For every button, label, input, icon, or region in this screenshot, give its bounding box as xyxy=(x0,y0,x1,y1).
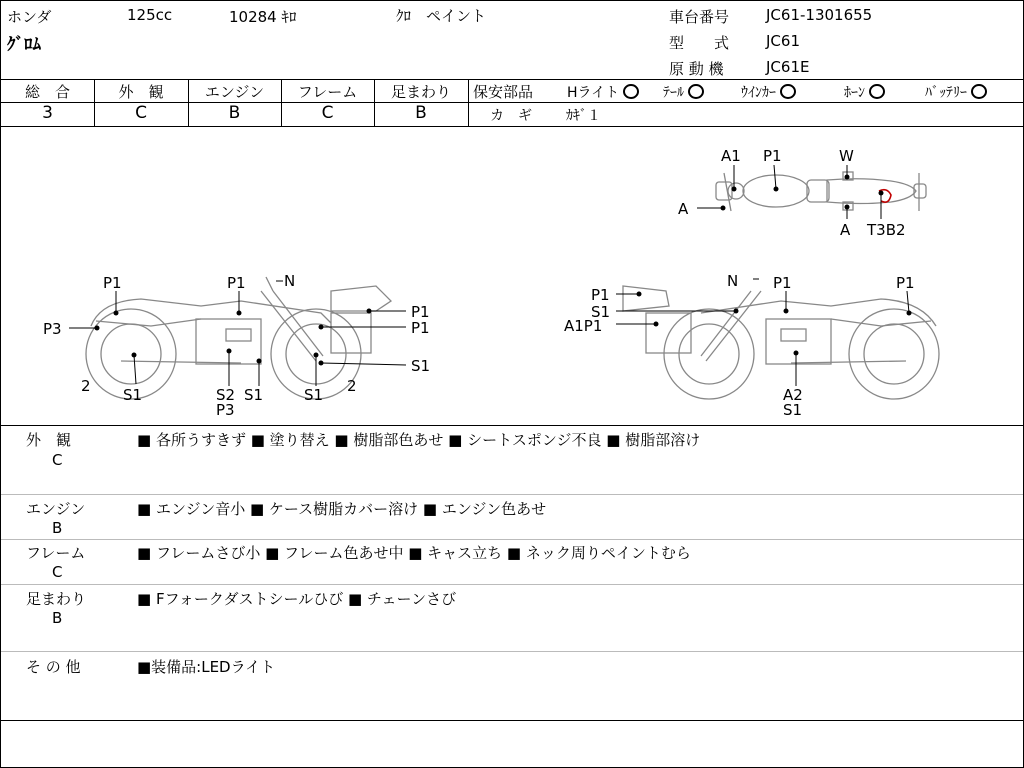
displacement: 125cc xyxy=(127,6,173,24)
frame-grade: C xyxy=(321,103,334,123)
safety-tail: ﾃｰﾙ xyxy=(663,82,704,102)
type-label: 型 式 xyxy=(669,34,730,52)
diagram-label: S1 xyxy=(123,386,143,404)
overall-grade: 3 xyxy=(42,103,53,123)
divider xyxy=(1,651,1023,652)
top-view-bike xyxy=(716,172,926,211)
safety-winker: ｳｲﾝｶｰ xyxy=(741,82,796,102)
ok-circle-icon xyxy=(780,84,796,99)
note-label-engine: エンジン xyxy=(26,500,86,518)
divider xyxy=(1,494,1023,495)
ok-circle-icon xyxy=(869,84,885,99)
engine-grade: B xyxy=(228,103,241,123)
divider xyxy=(1,425,1023,426)
diagram-label: P1 xyxy=(411,303,430,321)
model-name: ｸﾞﾛﾑ xyxy=(7,35,41,55)
note-label-frame: フレーム xyxy=(26,544,86,562)
diagram-label: A2 xyxy=(783,386,803,404)
diagram-label: A xyxy=(840,221,851,239)
mileage: 10284 ｷﾛ xyxy=(229,8,297,26)
note-items-engine: ■ エンジン音小 ■ ケース樹脂カバー溶け ■ エンジン色あせ xyxy=(137,500,547,518)
diagram-label: P1 xyxy=(103,274,122,292)
diagram-label: S1 xyxy=(411,357,431,375)
frame-number: JC61-1301655 xyxy=(766,6,873,24)
ok-circle-icon xyxy=(623,84,639,99)
note-label-exterior: 外 観 xyxy=(26,431,72,449)
diagram-label: 2 xyxy=(347,377,357,395)
diagram-label: N xyxy=(727,272,739,290)
overall-label: 総 合 xyxy=(24,83,70,101)
diagram-label: P1 xyxy=(227,274,246,292)
frame-number-label: 車台番号 xyxy=(669,8,730,26)
diagram-label: S1 xyxy=(783,401,803,419)
diagram-label: S2 xyxy=(216,386,236,404)
divider xyxy=(1,720,1023,721)
diagram-label: W xyxy=(839,147,854,165)
note-items-suspension: ■ Fフォークダストシールひび ■ チェーンさび xyxy=(137,590,457,608)
ok-circle-icon xyxy=(688,84,704,99)
type-value: JC61 xyxy=(766,32,800,50)
diagram-label: P3 xyxy=(43,320,62,338)
diagram-label: P3 xyxy=(216,401,235,419)
safety-battery: ﾊﾞｯﾃﾘｰ xyxy=(925,82,987,102)
suspension-grade: B xyxy=(415,103,427,123)
key-value: ｶｷﾞ１ xyxy=(566,108,601,124)
key-label: カ ギ xyxy=(490,108,532,124)
note-label-other: そ の 他 xyxy=(26,658,81,676)
exterior-grade: C xyxy=(135,103,147,123)
divider xyxy=(1,539,1023,540)
safety-parts-title: 保安部品 xyxy=(473,83,534,101)
suspension-label: 足まわり xyxy=(390,83,451,101)
divider xyxy=(1,584,1023,585)
diagram-label: S1 xyxy=(304,386,324,404)
diagram-label: S1 xyxy=(591,303,611,321)
divider xyxy=(1,79,1023,80)
frame-label: フレーム xyxy=(297,83,358,101)
engine-label: エンジン xyxy=(204,83,265,101)
safety-headlight: Hライト xyxy=(567,82,639,102)
diagram-label: P1 xyxy=(896,274,915,292)
diagram-label: A1P1 xyxy=(564,317,603,335)
divider xyxy=(468,79,469,126)
diagram-label: T3B2 xyxy=(867,221,906,239)
maker: ホンダ xyxy=(7,8,52,26)
diagram-label: P1 xyxy=(773,274,792,292)
engine-model-label: 原 動 機 xyxy=(669,60,724,78)
safety-horn: ﾎｰﾝ xyxy=(844,82,885,102)
note-grade-engine: B xyxy=(52,519,63,537)
note-grade-frame: C xyxy=(52,563,63,581)
diagram-label: P1 xyxy=(411,319,430,337)
damage-diagram xyxy=(1,127,1023,425)
diagram-label: A xyxy=(678,200,689,218)
note-grade-suspension: B xyxy=(52,609,63,627)
note-grade-exterior: C xyxy=(52,451,63,469)
engine-model: JC61E xyxy=(766,58,810,76)
diagram-label: 2 xyxy=(81,377,91,395)
diagram-label: A1 xyxy=(721,147,741,165)
motorcycle-diagram-svg xyxy=(1,127,1023,425)
diagram-label: P1 xyxy=(763,147,782,165)
diagram-label: S1 xyxy=(244,386,264,404)
note-items-exterior: ■ 各所うすきず ■ 塗り替え ■ 樹脂部色あせ ■ シートスポンジ不良 ■ 樹脂部溶け xyxy=(137,431,701,449)
exterior-label: 外 観 xyxy=(118,83,164,101)
right-view-bike xyxy=(623,286,939,399)
diagram-label: N xyxy=(284,272,296,290)
note-items-frame: ■ フレームさび小 ■ フレーム色あせ中 ■ キャス立ち ■ ネック周りペイントむら xyxy=(137,544,691,562)
divider xyxy=(468,102,1023,103)
note-label-suspension: 足まわり xyxy=(26,590,87,608)
color: ｸﾛ ペイント xyxy=(396,7,487,25)
note-items-other: ■装備品:LEDライト xyxy=(137,658,276,676)
ok-circle-icon xyxy=(971,84,987,99)
diagram-label: P1 xyxy=(591,286,610,304)
